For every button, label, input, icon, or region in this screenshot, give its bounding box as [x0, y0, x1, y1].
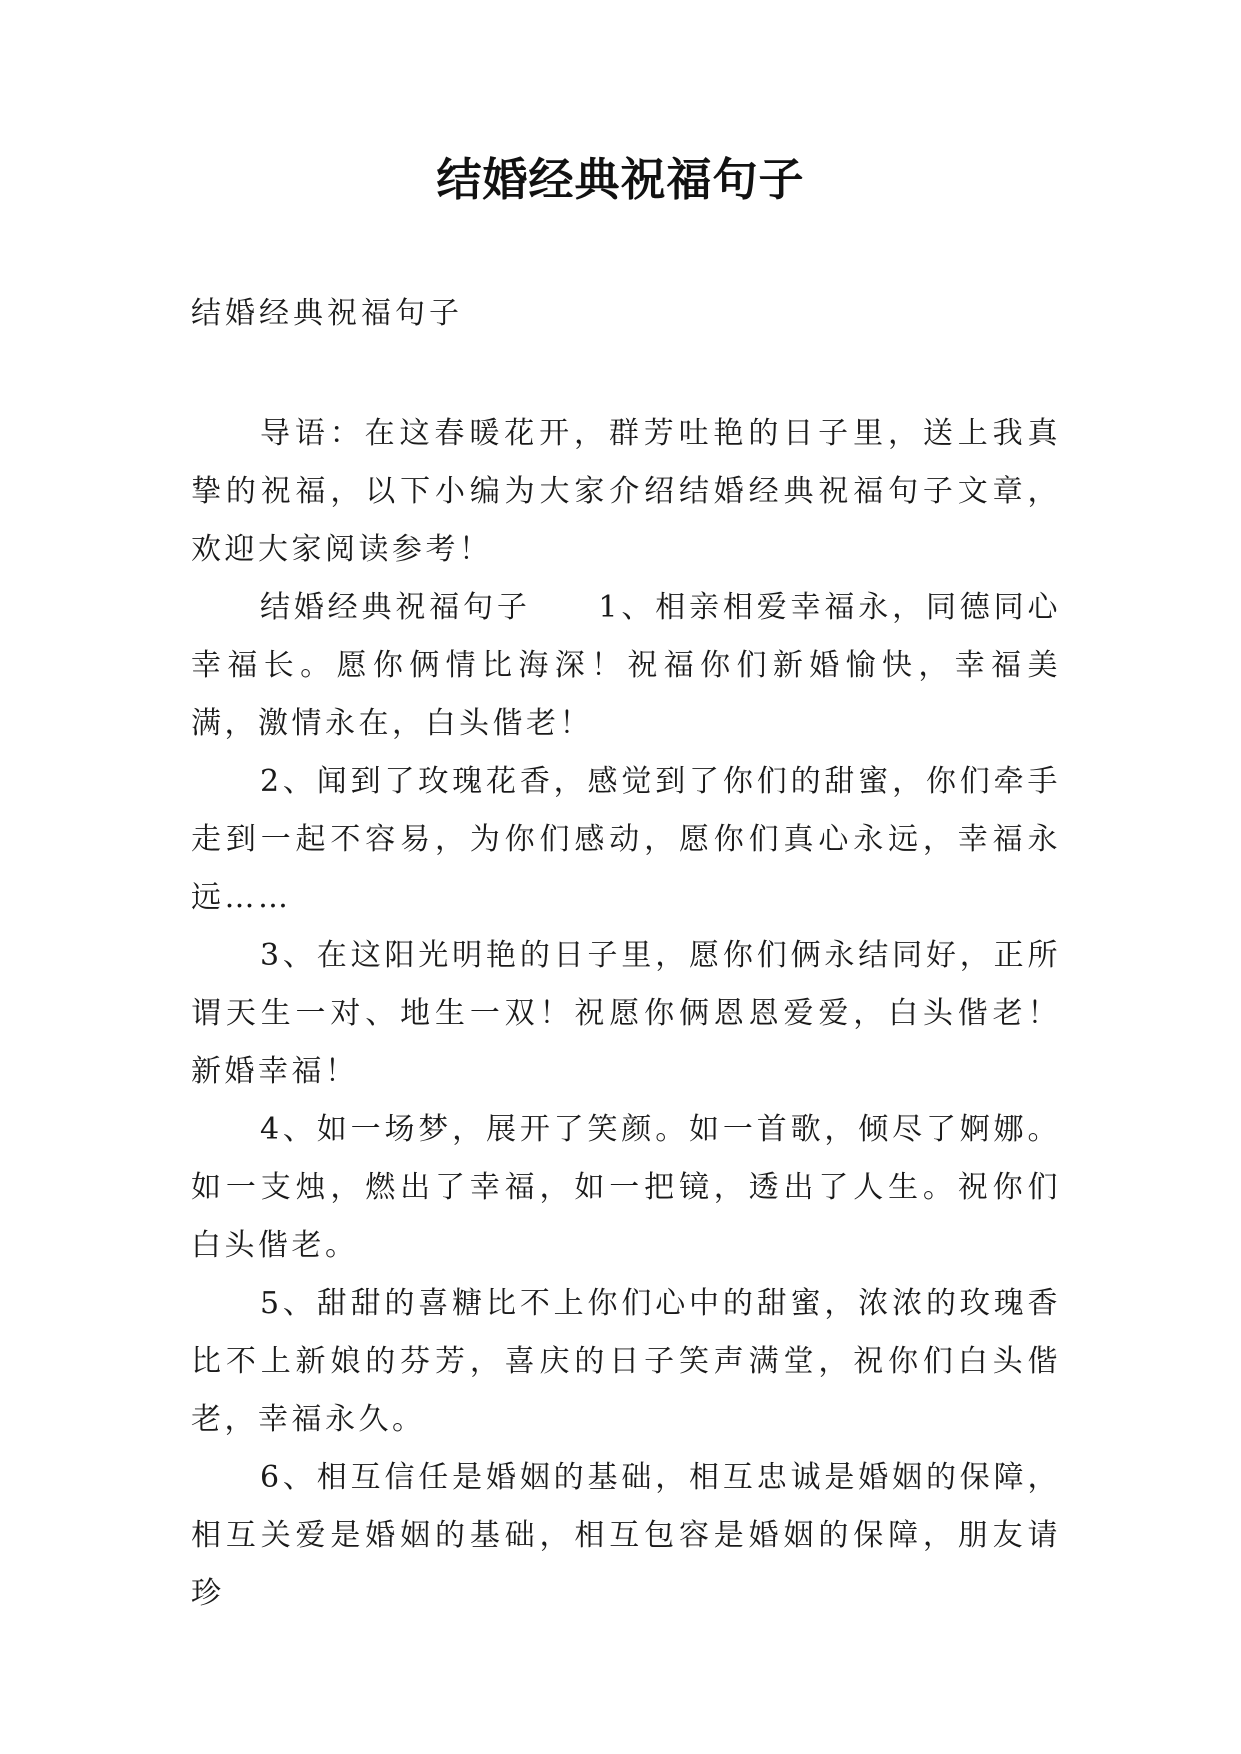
document-title: 结婚经典祝福句子 [436, 153, 805, 206]
document-subtitle: 结婚经典祝福句子 [191, 296, 463, 331]
intro-paragraph: 导语：在这春暖花开，群芳吐艳的日子里，送上我真挚的祝福，以下小编为大家介绍结婚经典祝福句子文章，欢迎大家阅读参考！ [191, 416, 1061, 567]
blessing-paragraph-4: 4、如一场梦，展开了笑颜。如一首歌，倾尽了婀娜。如一支烛，燃出了幸福，如一把镜，透出了人生。祝你们白头偕老。 [191, 1112, 1061, 1263]
blessing-paragraph-3: 3、在这阳光明艳的日子里，愿你们俩永结同好，正所谓天生一对、地生一双！祝愿你俩恩恩爱爱，白头偕老！新婚幸福！ [191, 938, 1061, 1089]
document-body [191, 405, 1061, 1623]
blessing-paragraph-1: 结婚经典祝福句子 1、相亲相爱幸福永，同德同心幸福长。愿你俩情比海深！祝福你们新婚愉快，幸福美满，激情永在，白头偕老！ [191, 590, 1061, 741]
blessing-paragraph-2: 2、闻到了玫瑰花香，感觉到了你们的甜蜜，你们牵手走到一起不容易，为你们感动，愿你们真心永远，幸福永远…… [191, 764, 1061, 915]
blessing-paragraph-5: 5、甜甜的喜糖比不上你们心中的甜蜜，浓浓的玫瑰香比不上新娘的芬芳，喜庆的日子笑声满堂，祝你们白头偕老，幸福永久。 [191, 1286, 1061, 1437]
blessing-paragraph-6: 6、相互信任是婚姻的基础，相互忠诚是婚姻的保障，相互关爱是婚姻的基础，相互包容是婚姻的保障，朋友请珍 [191, 1460, 1061, 1611]
